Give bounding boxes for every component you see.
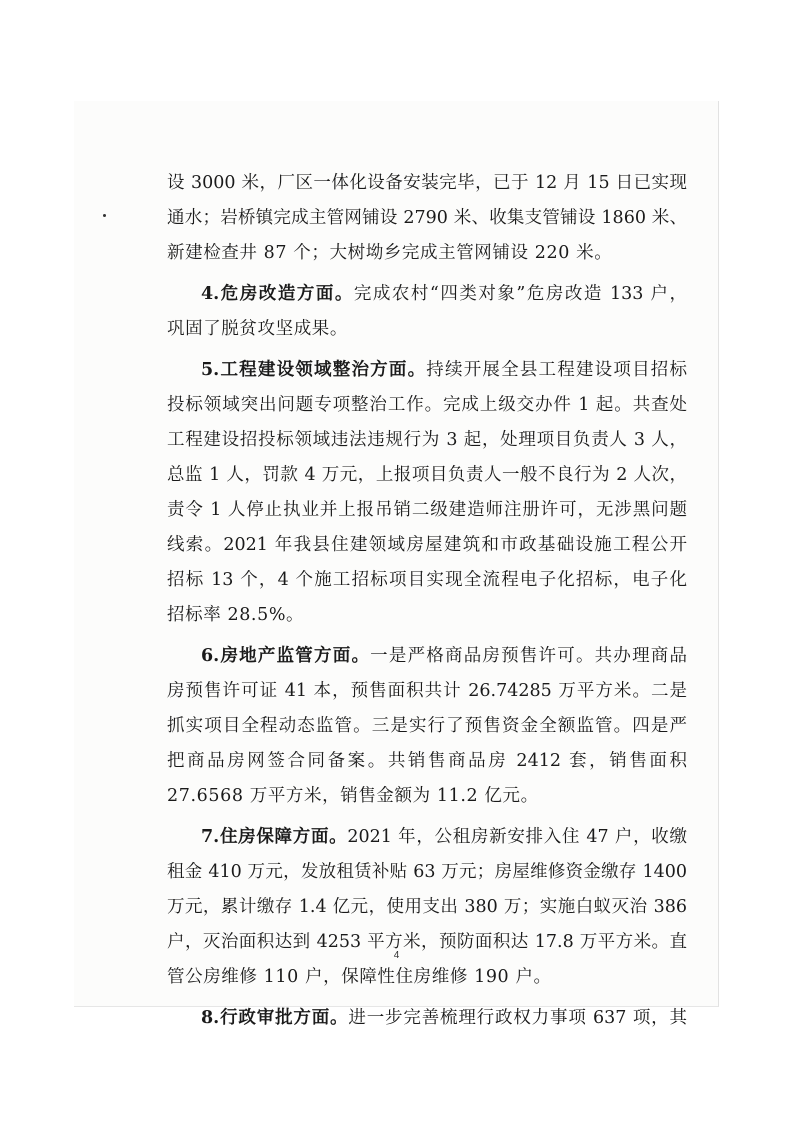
line-text: 责令 1 人停止执业并上报吊销二级建造师注册许可，无涉黑问题 xyxy=(167,500,687,520)
text-line xyxy=(167,201,687,236)
line-text: 投标领域突出问题专项整治工作。完成上级交办件 1 起。共查处 xyxy=(167,395,687,415)
section-heading-line xyxy=(167,353,687,388)
line-text: 租金 410 万元，发放租赁补贴 63 万元；房屋维修资金缴存 1400 xyxy=(167,862,687,882)
section-heading-line xyxy=(167,277,687,312)
scan-speck xyxy=(103,214,106,217)
section-title: 4.危房改造方面。 xyxy=(201,284,354,304)
line-text: 进一步完善梳理行政权力事项 637 项，其 xyxy=(348,1008,687,1028)
line-text: 持续开展全县工程建设项目招标 xyxy=(426,360,687,380)
line-text: 总监 1 人，罚款 4 万元，上报项目负责人一般不良行为 2 人次， xyxy=(167,465,687,485)
text-line xyxy=(167,236,687,271)
section-heading-line xyxy=(167,1001,687,1036)
line-text: 线索。2021 年我县住建领域房屋建筑和市政基础设施工程公开 xyxy=(167,535,687,555)
text-line xyxy=(167,674,687,709)
section-title: 7.住房保障方面。 xyxy=(201,827,348,847)
text-line xyxy=(167,779,687,814)
section-heading-line xyxy=(167,639,687,674)
text-line xyxy=(167,312,687,347)
line-text: 户，灭治面积达到 4253 平方米，预防面积达 17.8 万平方米。直 xyxy=(167,932,687,952)
section-title: 5.工程建设领域整治方面。 xyxy=(201,360,427,380)
section-title: 8.行政审批方面。 xyxy=(201,1008,349,1028)
page-number: 4 xyxy=(393,950,400,961)
text-line xyxy=(167,388,687,423)
line-text: 一是严格商品房预售许可。共办理商品 xyxy=(370,646,687,666)
line-text: 新建检查井 87 个；大树坳乡完成主管网铺设 220 米。 xyxy=(167,243,613,263)
line-text: 抓实项目全程动态监管。三是实行了预售资金全额监管。四是严 xyxy=(167,716,687,736)
text-line xyxy=(167,744,687,779)
text-line xyxy=(167,855,687,890)
line-text: 把商品房网签合同备案。共销售商品房 2412 套，销售面积 xyxy=(167,751,687,771)
section-heading-line xyxy=(167,820,687,855)
line-text: 设 3000 米，厂区一体化设备安装完毕，已于 12 月 15 日已实现 xyxy=(167,173,687,193)
line-text: 完成农村“四类对象”危房改造 133 户， xyxy=(353,284,687,304)
section-title: 6.房地产监管方面。 xyxy=(201,646,371,666)
line-text: 27.6568 万平方米，销售金额为 11.2 亿元。 xyxy=(167,786,539,806)
text-line xyxy=(167,458,687,493)
text-line xyxy=(167,563,687,598)
line-text: 招标率 28.5%。 xyxy=(167,605,305,625)
line-text: 招标 13 个，4 个施工招标项目实现全流程电子化招标，电子化 xyxy=(167,570,687,590)
document-body xyxy=(167,166,687,1036)
text-line xyxy=(167,890,687,925)
text-line xyxy=(167,960,687,995)
line-text: 房预售许可证 41 本，预售面积共计 26.74285 万平方米。二是 xyxy=(167,681,687,701)
text-line xyxy=(167,709,687,744)
line-text: 工程建设招投标领域违法违规行为 3 起，处理项目负责人 3 人， xyxy=(167,430,687,450)
text-line xyxy=(167,528,687,563)
line-text: 2021 年，公租房新安排入住 47 户，收缴 xyxy=(347,827,687,847)
line-text: 管公房维修 110 户，保障性住房维修 190 户。 xyxy=(167,967,552,987)
text-line xyxy=(167,423,687,458)
text-line xyxy=(167,166,687,201)
line-text: 巩固了脱贫攻坚成果。 xyxy=(167,319,348,339)
text-line xyxy=(167,598,687,633)
text-line xyxy=(167,493,687,528)
line-text: 万元，累计缴存 1.4 亿元，使用支出 380 万；实施白蚁灭治 386 xyxy=(167,897,687,917)
line-text: 通水；岩桥镇完成主管网铺设 2790 米、收集支管铺设 1860 米、 xyxy=(167,208,687,228)
